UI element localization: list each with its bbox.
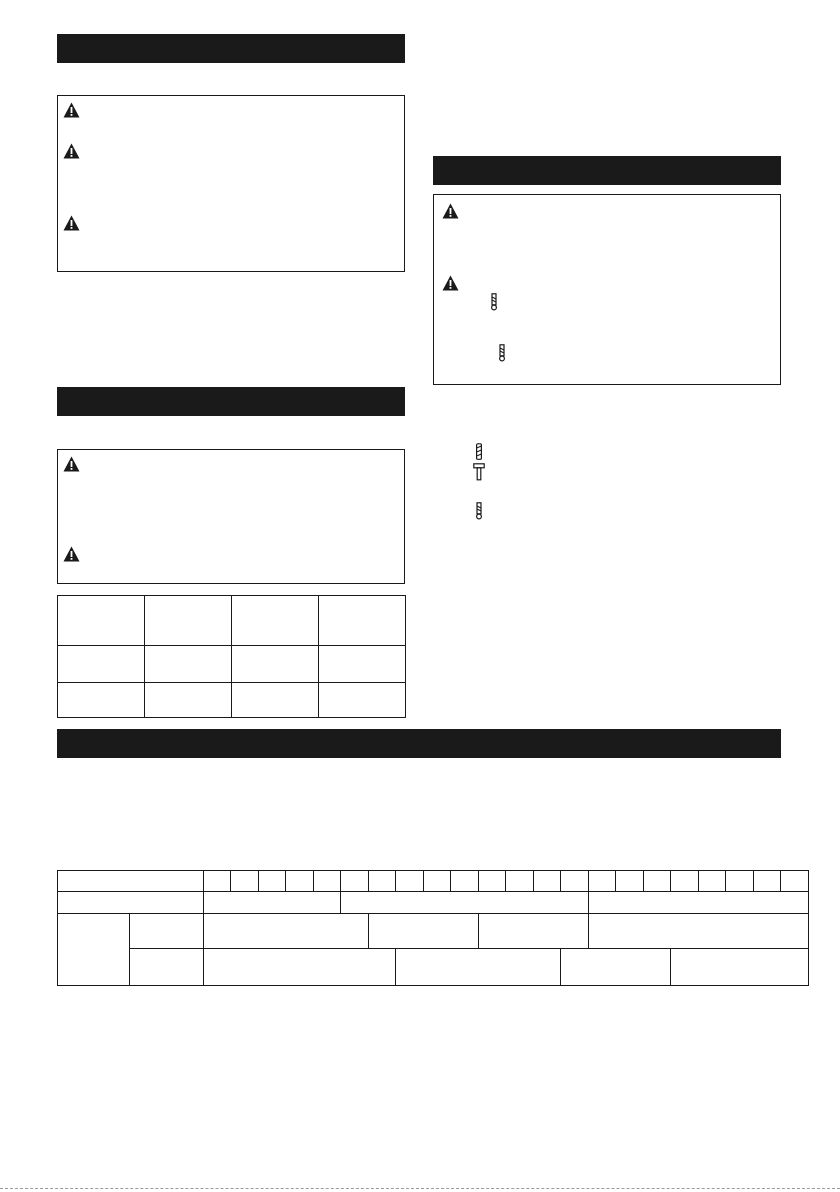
- table-cell: [424, 871, 451, 892]
- section-3-heading: [433, 156, 781, 185]
- table-cell: [616, 871, 644, 892]
- table-cell: [319, 646, 406, 683]
- table-cell: [534, 871, 561, 892]
- table-row: [58, 914, 809, 949]
- table-cell: [699, 871, 726, 892]
- table-cell: [644, 871, 671, 892]
- section-1-heading: [57, 34, 405, 63]
- table-row: [58, 646, 406, 683]
- warning-box-2: [57, 449, 405, 584]
- table-cell: [781, 871, 809, 892]
- section-2-heading: [57, 387, 405, 416]
- drill-bit-icon: [489, 293, 499, 311]
- table-cell: [319, 596, 406, 646]
- warning-box-3: [433, 194, 781, 385]
- table-group-label: [58, 914, 130, 986]
- table-cell: [479, 871, 506, 892]
- table-cell: [319, 683, 406, 718]
- table-row-label: [58, 892, 204, 914]
- table-cell: [671, 949, 809, 986]
- hammer-icon: [473, 463, 485, 481]
- table-cell: [451, 871, 479, 892]
- spiral-bit-icon: [474, 443, 484, 461]
- table-cell: [314, 871, 341, 892]
- table-cell: [145, 596, 232, 646]
- table-cell: [259, 871, 286, 892]
- table-cell: [232, 646, 319, 683]
- table-cell: [58, 646, 145, 683]
- table-cell: [396, 871, 424, 892]
- table-cell: [561, 871, 589, 892]
- page-bottom-rule: [0, 1188, 840, 1189]
- table-cell: [58, 596, 145, 646]
- table-cell: [506, 871, 534, 892]
- warning-triangle-icon: [442, 203, 459, 219]
- section-4-heading: [57, 729, 781, 758]
- table-cell: [589, 871, 616, 892]
- table-cell: [396, 949, 561, 986]
- table-row-label: [130, 949, 204, 986]
- table-row-label: [58, 871, 204, 892]
- warning-triangle-icon: [63, 456, 80, 472]
- table-cell: [286, 871, 314, 892]
- warning-triangle-icon: [442, 275, 459, 291]
- table-cell: [369, 871, 396, 892]
- table-cell: [145, 683, 232, 718]
- table-cell: [369, 914, 479, 949]
- table-row: [58, 871, 809, 892]
- table-cell: [671, 871, 699, 892]
- table-row: [58, 949, 809, 986]
- warning-triangle-icon: [63, 143, 80, 159]
- table-cell: [589, 914, 809, 949]
- table-cell: [58, 683, 145, 718]
- table-cell: [231, 871, 259, 892]
- drill-bit-icon: [497, 344, 507, 362]
- table-cell: [479, 914, 589, 949]
- table-cell: [204, 914, 369, 949]
- table-row: [58, 683, 406, 718]
- table-cell: [232, 683, 319, 718]
- table-cell: [561, 949, 671, 986]
- small-table: [57, 595, 406, 718]
- table-cell: [145, 646, 232, 683]
- warning-triangle-icon: [63, 215, 80, 231]
- table-cell: [726, 871, 754, 892]
- table-row: [58, 596, 406, 646]
- table-cell: [341, 892, 589, 914]
- table-cell: [204, 871, 231, 892]
- table-row-label: [130, 914, 204, 949]
- table-row: [58, 892, 809, 914]
- warning-triangle-icon: [63, 546, 80, 562]
- table-cell: [232, 596, 319, 646]
- table-cell: [589, 892, 809, 914]
- table-cell: [204, 949, 396, 986]
- table-cell: [754, 871, 781, 892]
- table-cell: [204, 892, 341, 914]
- warning-box-1: [57, 95, 405, 272]
- wide-table: [57, 870, 809, 986]
- table-cell: [341, 871, 369, 892]
- warning-triangle-icon: [63, 102, 80, 118]
- drill-bit-icon: [474, 502, 484, 520]
